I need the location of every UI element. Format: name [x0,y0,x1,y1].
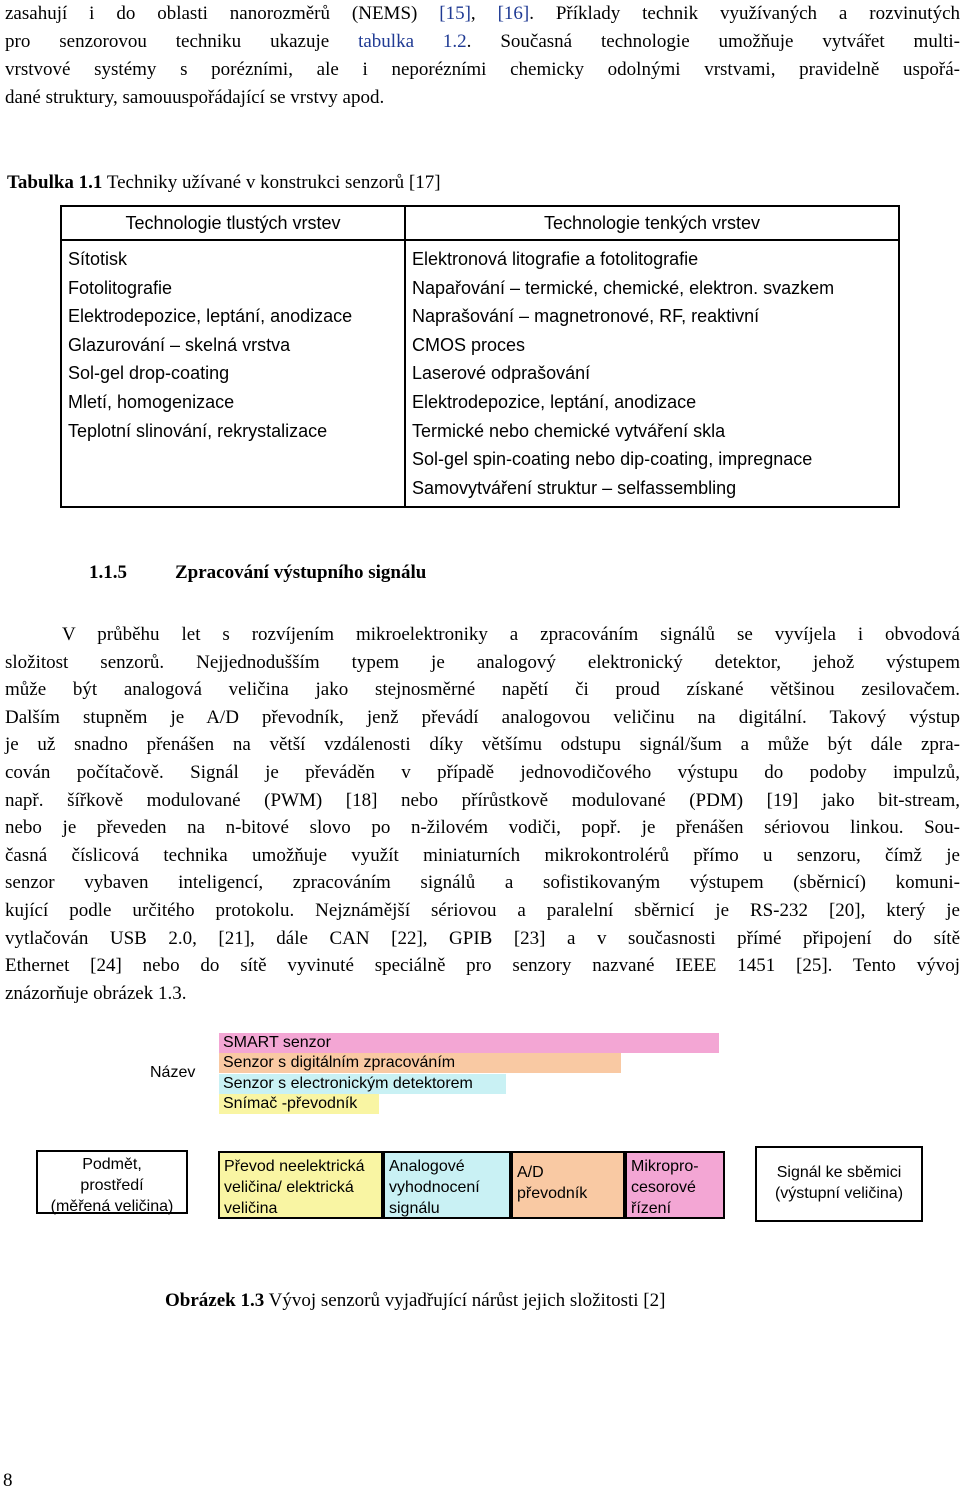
list-item: Mletí, homogenizace [68,391,235,412]
list-item: Fotolitografie [68,277,173,298]
body-line: cován počítačově. Signál je převáděn v případě jednovodičového výstupu do podoby impulzů, [5,761,960,783]
body-line: V průběhu let s rozvíjením mikroelektroniky a zpracováním signálů se vyvíjela i obvodová [62,624,960,645]
thick-film-cell [61,240,405,507]
techniques-table [60,205,900,508]
list-item: Sol-gel spin-coating nebo dip-coating, impregnace [412,449,813,470]
body-line: senzor vybaven inteligencí, zpracováním signálů a sofistikovaným výstupem (sběrnicí) komuni- [5,872,960,894]
list-item: Napařování – termické, chemické, elektron. svazkem [412,277,835,298]
list-item: Glazurování – skelná vrstva [68,334,291,355]
list-item: Samovytváření struktur – selfassembling [412,477,737,498]
list-item: Elektronová litografie a fotolitografie [412,249,699,269]
output-signal-box: Signál ke sběmici (výstupní veličina) [755,1146,923,1222]
level-smart-sensor: SMART senzor [219,1033,719,1053]
thin-film-cell [405,240,899,507]
table-header-row [61,206,899,240]
microprocessor-box: Mikropro- cesorové řízení [625,1151,725,1219]
table-caption: Tabulka 1.1 Techniky užívané v konstrukci senzorů [17] [7,172,441,193]
list-item: Elektrodepozice, leptání, anodizace [68,306,353,327]
body-line: Dalším stupněm je A/D převodník, jenž převádí analogovou veličinu na digitální. Takový výstup [5,706,960,728]
body-line: nebo je převeden na n-bitové slovo po n-žilovém vodiči, popř. je přenášen sériovou linkou. Sou- [5,817,960,839]
body-line: složitost senzorů. Nejjednodušším typem je analogový elektronický detektor, jehož výstupem [5,651,960,673]
level-digital-sensor: Senzor s digitálním zpracováním [219,1053,621,1073]
level-detector-sensor: Senzor s electronickým detektorem [219,1074,506,1094]
list-item: Termické nebo chemické vytváření skla [412,420,726,441]
intro-paragraph [5,0,960,112]
section-heading [89,562,426,584]
list-item: CMOS proces [412,334,526,355]
figure-name-label: Název [150,1064,196,1081]
body-line: může být analogová veličina jako stejnosměrné napětí či proud získané většinou zesilovačem. [5,679,960,701]
body-line: kující podle určitého protokolu. Nejznámější sériovou a paralelní sběrnicí je RS-232 [20], který je [5,899,960,921]
body-line: je už snadno přenášen na větší vzdálenosti díky většímu odstupu signál/šum a může být dále zpra- [5,734,960,756]
list-item: Sol-gel drop-coating [68,363,230,384]
citation-link[interactable]: [16] [497,3,530,24]
body-line: vytlačován USB 2.0, [21], dále CAN [22], GPIB [23] a v současnosti přímé připojení do sítě [5,927,960,949]
intro-line: zasahují i do oblasti nanorozměrů (NEMS) [15], [16]. Příklady technik využívaných a rozvinutých [5,3,960,24]
list-item: Elektrodepozice, leptání, anodizace [412,391,697,412]
section-title: Zpracování výstupního signálu [175,562,427,583]
column-header-thick: Technologie tlustých vrstev [61,206,405,240]
body-line: např. šířkově modulované (PWM) [18] nebo přírůstkově modulované (PDM) [19] jako bit-stream, [5,789,960,811]
intro-line: pro senzorovou techniku ukazuje tabulka 1.2. Současná technologie umožňuje vytvářet multi- [5,31,960,52]
body-line: časná číslicová technika umožňuje využít miniaturních mikrokontrolérů přímo u senzoru, čímž je [5,844,960,866]
column-header-thin: Technologie tenkých vrstev [405,206,899,240]
list-item: Laserové odprašování [412,363,591,384]
intro-line: dané struktury, samouuspořádající se vrstvy apod. [5,87,385,108]
list-item: Sítotisk [68,249,128,269]
list-item: Naprašování – magnetronové, RF, reaktivní [412,306,760,327]
figure-caption: Obrázek 1.3 Vývoj senzorů vyjadřující nárůst jejich složitosti [2] [165,1290,666,1311]
list-item: Teplotní slinování, rekrystalizace [68,420,328,441]
citation-link[interactable]: [15] [439,3,471,24]
table-reference-link[interactable]: tabulka 1.2 [358,31,467,52]
level-converter: Snímač -převodník [219,1094,379,1114]
page-number: 8 [3,1470,13,1491]
body-paragraph [5,621,960,1007]
ad-converter-box: A/D převodník [511,1151,625,1219]
section-number: 1.1.5 [89,562,127,583]
table-row [61,240,899,507]
analog-evaluation-box: Analogové vyhodnocení signálu [383,1151,511,1219]
body-line: znázorňuje obrázek 1.3. [5,982,187,1004]
intro-line: vrstvové systémy s porézními, ale i neporézními chemicky odolnými vrstvami, pravidelně uspořá- [5,59,960,80]
subject-box: Podmět, prostředí (měřená veličina) [36,1150,188,1214]
body-line: Ethernet [24] nebo do sítě vyvinuté speciálně pro senzory nazvané IEEE 1451 [25]. Tento vývoj [5,955,960,977]
transducer-box: Převod neelektrická veličina/ elektrická veličina [218,1151,383,1219]
